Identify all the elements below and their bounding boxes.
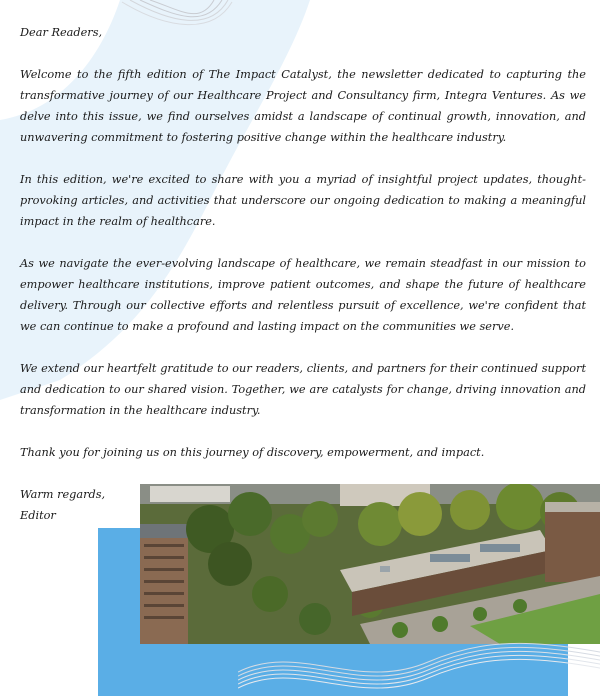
closing-regards: Warm regards, xyxy=(20,488,106,501)
closing-signature: Editor xyxy=(20,509,56,522)
paragraph-thanks: Thank you for joining us on this journey of discovery, empowerment, and impact. xyxy=(20,446,485,459)
decorative-wave-lines xyxy=(238,632,600,696)
paragraph-mission: As we navigate the ever-evolving landscape of healthcare, we remain steadfast in our mission to empower healthcare institutions, improve patient outcomes, and shape the future of healthcare delivery. Through our collective efforts and relentless pursuit of excellence, we're confident that we can continue to make a profound and lasting impact on the communities we serve. xyxy=(20,257,586,333)
paragraph-gratitude: We extend our heartfelt gratitude to our readers, clients, and partners for their continued support and dedication to our shared vision. Together, we are catalysts for change, driving innovation and transformation in the healthcare industry. xyxy=(20,362,586,417)
paragraph-welcome: Welcome to the fifth edition of The Impact Catalyst, the newsletter dedicated to capturing the transformative journey of our Healthcare Project and Consultancy firm, Integra Ventures. As we delve into this issue, we find ourselves amidst a landscape of continual growth, innovation, and unwavering commitment to fostering positive change within the healthcare industry. xyxy=(20,68,586,144)
paragraph-edition: In this edition, we're excited to share with you a myriad of insightful project updates, thought-provoking articles, and activities that underscore our ongoing dedication to making a meaningful impact in the realm of healthcare. xyxy=(20,173,586,228)
greeting: Dear Readers, xyxy=(20,26,103,39)
editor-letter xyxy=(20,22,586,526)
